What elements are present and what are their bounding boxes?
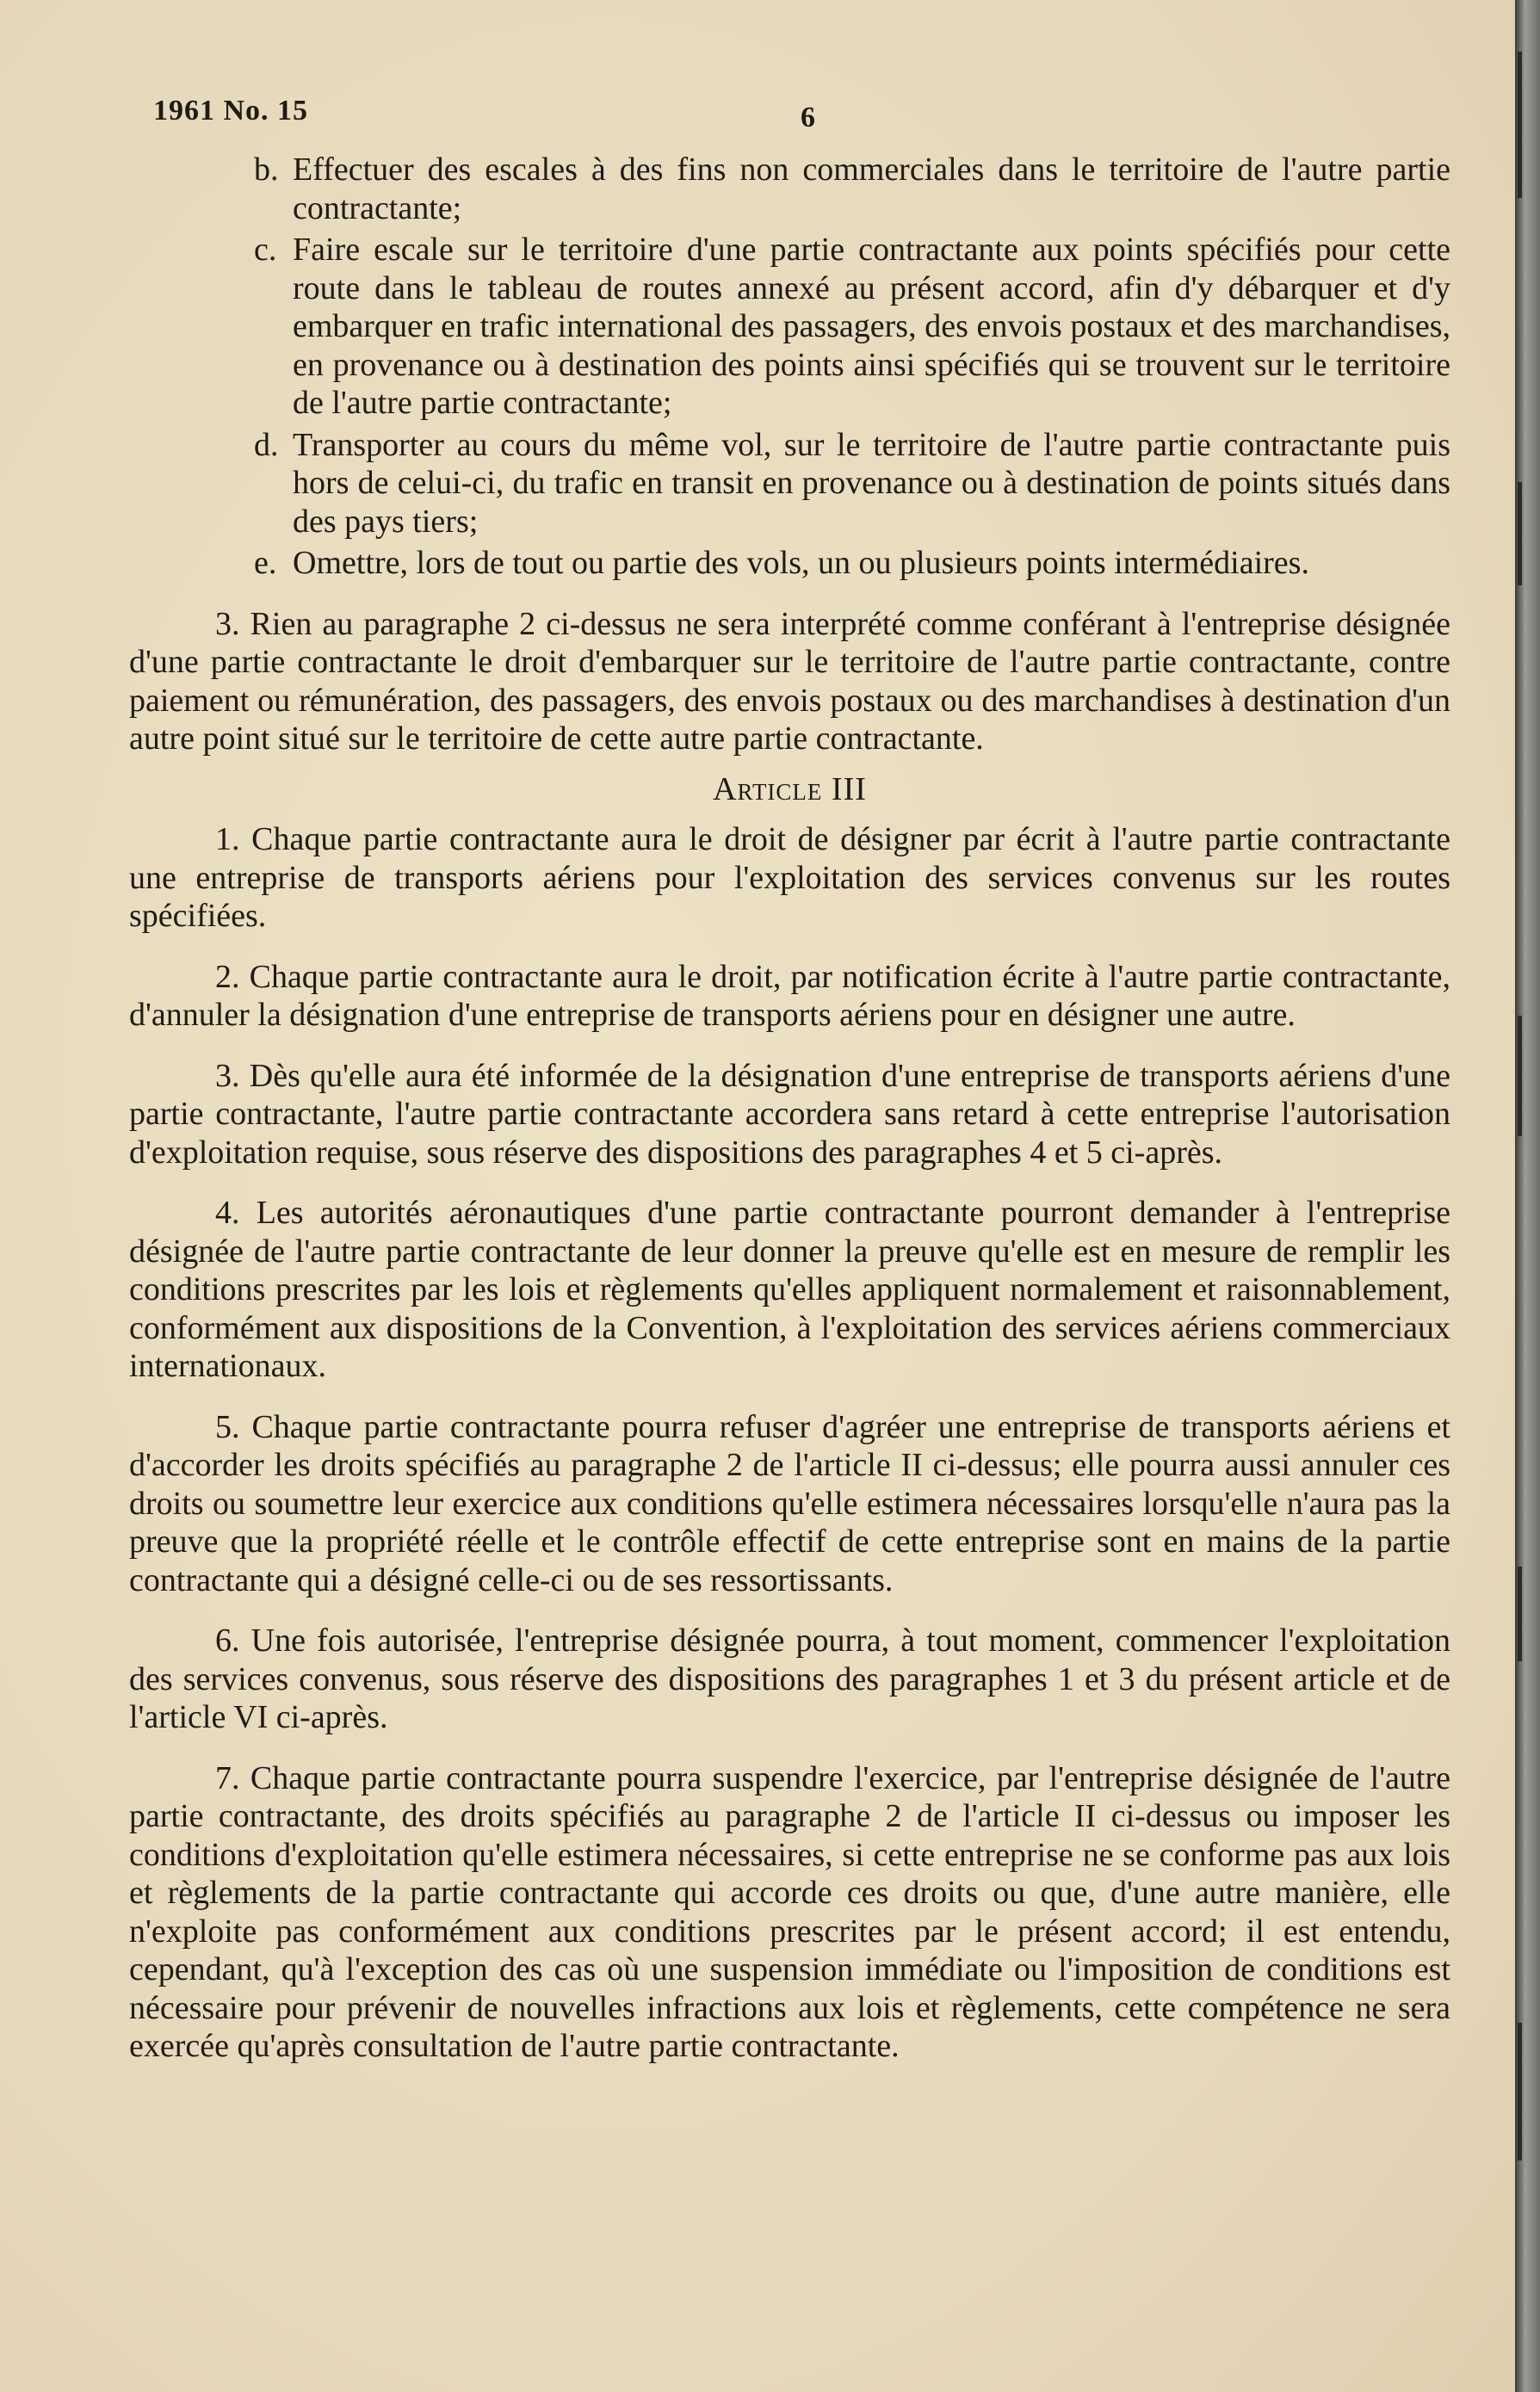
binding-mark [1518, 1016, 1522, 1136]
list-item-text: Omettre, lors de tout ou partie des vols, un ou plusieurs points intermédiaires. [293, 545, 1309, 581]
paragraph: 6. Une fois autorisée, l'entreprise désignée pourra, à tout moment, commencer l'exploitation des services convenus, sous réserve des dispositions des paragraphes 1 et 3 du présent article et de l'article VI ci-après. [129, 1622, 1450, 1735]
paragraph: 7. Chaque partie contractante pourra suspendre l'exercice, par l'entreprise désignée de l'autre partie contractante, des droits spécifiés au paragraphe 2 de l'article II ci-dessus ou imposer les conditions d'exploitation qu'elle estimera nécessaires, si cette entreprise ne se conforme pas aux lois et règlements de la partie contractante qui accorde ces droits ou que, d'une autre manière, elle n'exploite pas conformément aux conditions prescrites par le présent accord; il est entendu, cependant, qu'à l'exception des cas où une suspension immédiate ou l'imposition de conditions est nécessaire pour prévenir de nouvelles infractions aux lois et règlements, cette compétence ne sera exercée qu'après consultation de l'autre partie contractante. [129, 1759, 1450, 2064]
binding-mark [1518, 482, 1522, 585]
page-number: 6 [801, 102, 815, 133]
binding-mark [1518, 52, 1522, 198]
list-item [129, 151, 1450, 227]
list-item-text: Transporter au cours du même vol, sur le territoire de l'autre partie contractante puis hors de celui-ci, du trafic en transit en provenance ou à destination de points situés dans des pays tiers; [293, 426, 1450, 540]
page-body [129, 151, 1450, 2071]
list-item-label: b. [254, 151, 279, 188]
list-item-label: c. [254, 232, 277, 268]
publication-reference: 1961 No. 15 [153, 95, 309, 127]
binding-mark [1518, 1567, 1522, 1661]
paragraph: 4. Les autorités aéronautiques d'une partie contractante pourront demander à l'entreprise désignée de l'autre partie contractante de leur donner la preuve qu'elle est en mesure de remplir les conditions prescrites par les lois et règlements qu'elles appliquent normalement et raisonnablement, conformément aux dispositions de la Convention, à l'exploitation des services aériens commerciaux internationaux. [129, 1195, 1450, 1384]
binding-mark [1518, 2023, 1522, 2160]
paragraph: 2. Chaque partie contractante aura le droit, par notification écrite à l'autre partie contractante, d'annuler la désignation d'une entreprise de transports aériens pour en désigner une autre. [129, 958, 1450, 1033]
list-item-label: e. [254, 545, 277, 581]
page-header [153, 84, 1462, 136]
article-heading: Article III [713, 770, 867, 807]
list-item-label: d. [254, 426, 279, 463]
paragraph: 3. Dès qu'elle aura été informée de la désignation d'une entreprise de transports aériens d'une partie contractante, l'autre partie contractante accordera sans retard à cette entreprise l'autorisation d'exploitation requise, sous réserve des dispositions des paragraphes 4 et 5 ci-après. [129, 1057, 1450, 1171]
list-item [129, 426, 1450, 541]
list-item-text: Faire escale sur le territoire d'une partie contractante aux points spécifiés pour cette route dans le tableau de routes annexé au présent accord, afin d'y débarquer et d'y embarquer en trafic international des passagers, des envois postaux et des marchandises, en provenance ou à destination des points ainsi spécifiés qui se trouvent sur le territoire de l'autre partie contractante; [293, 232, 1450, 421]
paragraph: 5. Chaque partie contractante pourra refuser d'agréer une entreprise de transports aériens et d'accorder les droits spécifiés au paragraphe 2 de l'article II ci-dessus; elle pourra aussi annuler ces droits ou soumettre leur exercice aux conditions qu'elle estimera nécessaires lorsqu'elle n'aura pas la preuve que la propriété réelle et le contrôle effectif de cette entreprise sont en mains de la partie contractante qui a désigné celle-ci ou de ses ressortissants. [129, 1408, 1450, 1598]
paragraph: 1. Chaque partie contractante aura le droit de désigner par écrit à l'autre partie contractante une entreprise de transports aériens pour l'exploitation des services convenus sur les routes spécifiées. [129, 821, 1450, 934]
list-item-text: Effectuer des escales à des fins non commerciales dans le territoire de l'autre partie contractante; [293, 151, 1450, 226]
list-item [129, 544, 1450, 583]
list-item [129, 231, 1450, 423]
paragraph: 3. Rien au paragraphe 2 ci-dessus ne sera interprété comme conférant à l'entreprise désignée d'une partie contractante le droit d'embarquer sur le territoire de l'autre partie contractante, contre paiement ou rémunération, des passagers, des envois postaux ou des marchandises à destination d'un autre point situé sur le territoire de cette autre partie contractante. [129, 605, 1450, 757]
